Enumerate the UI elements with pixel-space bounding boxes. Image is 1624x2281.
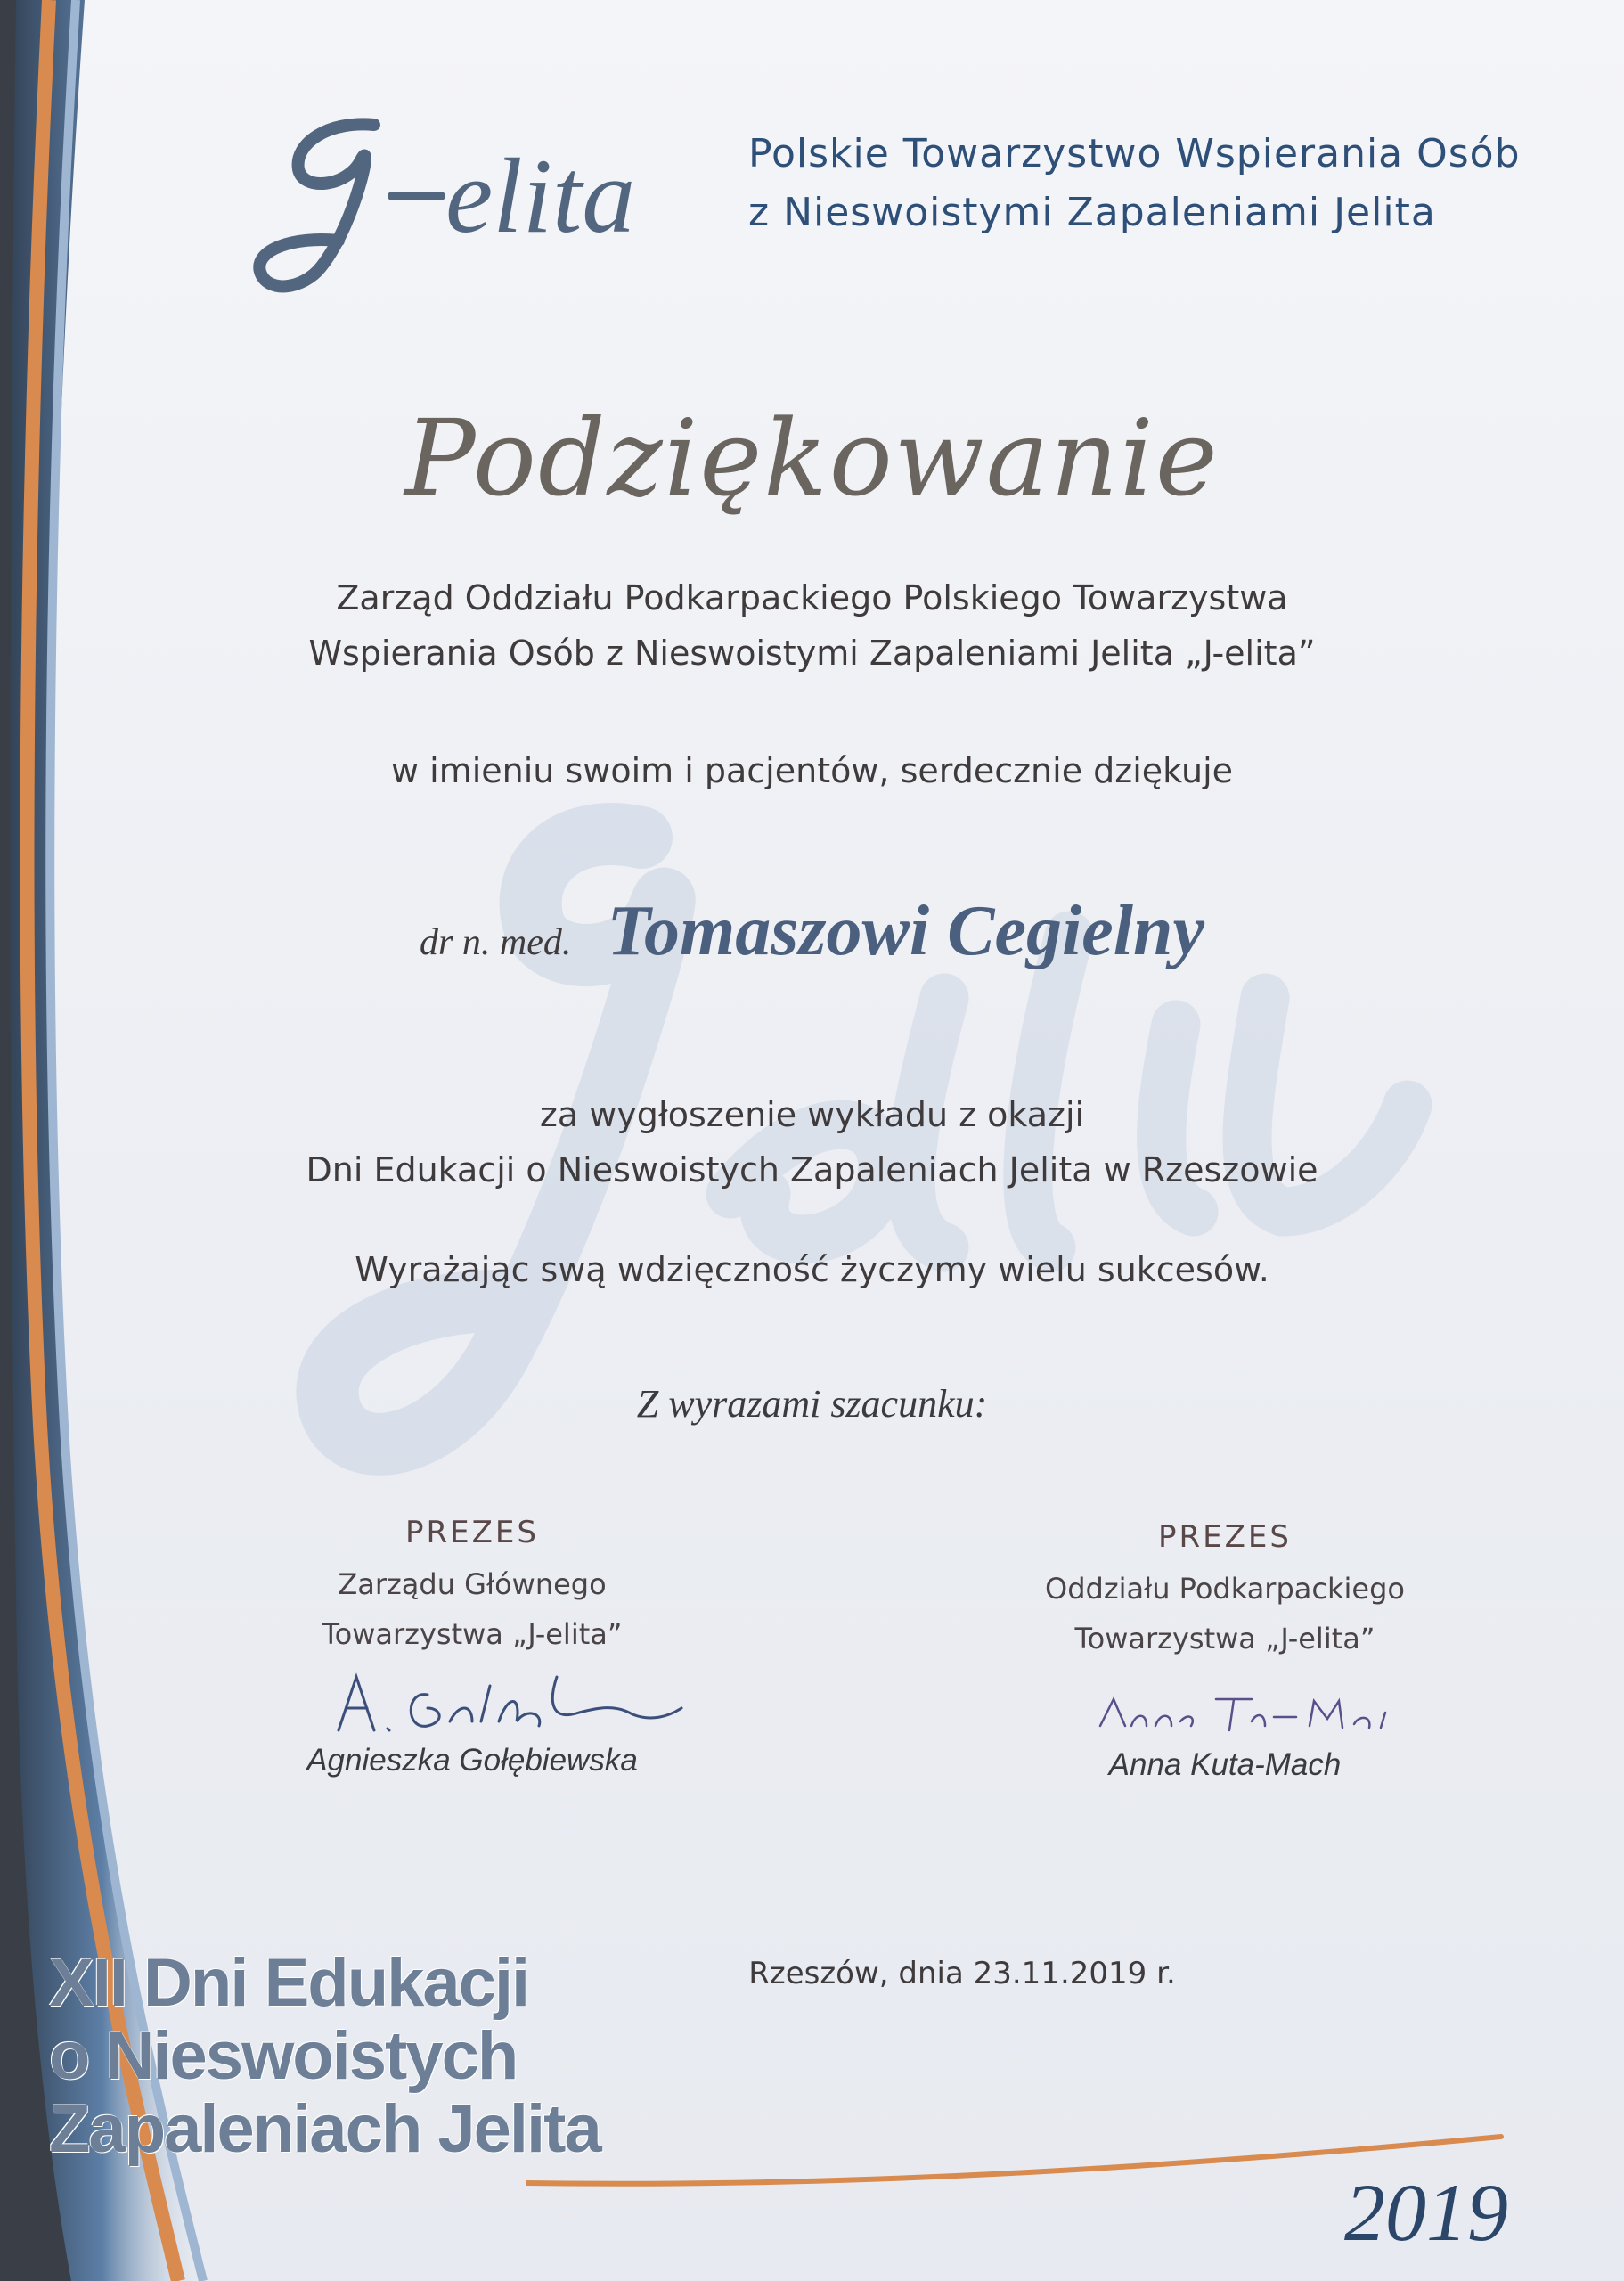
year-label: 2019	[1344, 2167, 1508, 2258]
signer-role: PREZES	[405, 1515, 539, 1550]
organization-name	[748, 125, 1521, 242]
intro-line-3: w imieniu swoim i pacjentów, serdecznie dziękuje	[390, 751, 1234, 790]
org-line-1: Polskie Towarzystwo Wspierania Osób	[748, 131, 1521, 176]
wishes-line: Wyrażając swą wdzięczność życzymy wielu sukcesów.	[355, 1250, 1269, 1289]
recipient	[0, 891, 1624, 972]
intro-text	[0, 570, 1624, 798]
handwritten-signature	[205, 1659, 739, 1739]
signer-line-2: Towarzystwa „J-elita”	[322, 1617, 623, 1651]
certificate-title: Podziękowanie	[404, 397, 1220, 519]
recipient-name: Tomaszowi Cegielny	[607, 892, 1204, 970]
signer-name: Anna Kuta-Mach	[1108, 1747, 1342, 1782]
event-logo-text	[49, 1947, 600, 2166]
regards-line: Z wyrazami szacunku:	[636, 1382, 988, 1426]
reason-line-1: za wygłoszenie wykładu z okazji	[539, 1095, 1085, 1134]
intro-line-1: Zarząd Oddziału Podkarpackiego Polskiego Towarzystwa	[336, 578, 1288, 617]
org-line-2: z Nieswoistymi Zapaleniami Jelita	[748, 190, 1436, 235]
signer-line-2: Towarzystwa „J-elita”	[1074, 1622, 1375, 1656]
event-line-3: Zapaleniach Jelita	[49, 2091, 600, 2167]
signer-name: Agnieszka Gołębiewska	[306, 1743, 638, 1778]
signature-block-branch	[958, 1510, 1492, 1783]
event-line-2: o Nieswoistych	[49, 2018, 518, 2094]
signer-line-1: Zarządu Głównego	[338, 1567, 607, 1601]
j-elita-logo	[241, 89, 704, 294]
intro-line-2: Wspierania Osób z Nieswoistymi Zapaleniami Jelita „J-elita”	[308, 634, 1316, 673]
reason-text	[0, 1087, 1624, 1297]
event-line-1: XII Dni Edukacji	[49, 1945, 529, 2021]
svg-text:elita: elita	[445, 136, 636, 255]
reason-line-2: Dni Edukacji o Nieswoistych Zapaleniach Jelita w Rzeszowie	[306, 1150, 1318, 1190]
signer-role: PREZES	[1158, 1519, 1292, 1555]
place-and-date: Rzeszów, dnia 23.11.2019 r.	[748, 1956, 1176, 1991]
recipient-title: dr n. med.	[420, 922, 572, 963]
signature-block-main	[205, 1506, 739, 1778]
signer-line-1: Oddziału Podkarpackiego	[1045, 1572, 1405, 1606]
handwritten-signature	[958, 1664, 1492, 1744]
